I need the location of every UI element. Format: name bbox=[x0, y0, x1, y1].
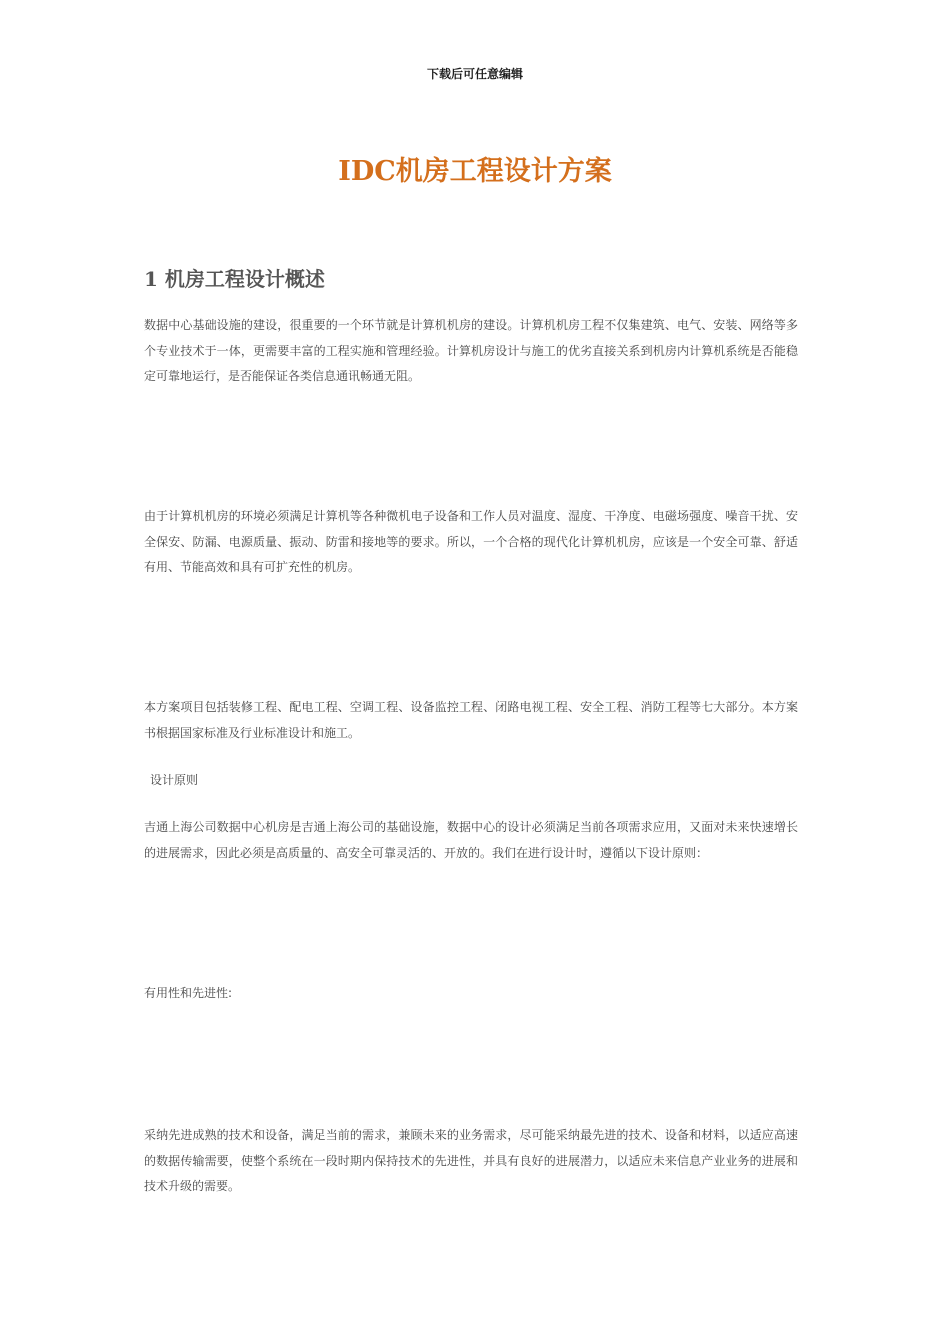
subheading-design-principles: 设计原则 bbox=[150, 773, 199, 787]
section-heading: 1 机房工程设计概述 bbox=[144, 267, 325, 291]
paragraph-environment: 由于计算机机房的环境必须满足计算机等各种微机电子设备和工作人员对温度、湿度、干净度、电磁场强度、噪音干扰、安全保安、防漏、电源质量、振动、防雷和接地等的要求。所以，一个合格的现代化计算机机房，应该是一个安全可靠、舒适有用、节能高效和具有可扩充性的机房。 bbox=[144, 509, 798, 574]
header-note: 下载后可任意编辑 bbox=[426, 67, 523, 81]
paragraph-scope: 本方案项目包括装修工程、配电工程、空调工程、设备监控工程、闭路电视工程、安全工程、消防工程等七大部分。本方案书根据国家标准及行业标准设计和施工。 bbox=[144, 700, 798, 740]
paragraph-overview: 数据中心基础设施的建设，很重要的一个环节就是计算机机房的建设。计算机机房工程不仅集建筑、电气、安装、网络等多个专业技术于一体，更需要丰富的工程实施和管理经验。计算机房设计与施工的优劣直接关系到机房内计算机系统是否能稳定可靠地运行，是否能保证各类信息通讯畅通无阻。 bbox=[144, 318, 798, 383]
document-title: IDC机房工程设计方案 bbox=[338, 156, 612, 187]
principle-label: 有用性和先进性: bbox=[144, 986, 233, 1000]
paragraph-principle-text: 采纳先进成熟的技术和设备，满足当前的需求，兼顾未来的业务需求，尽可能采纳最先进的技术、设备和材料，以适应高速的数据传输需要，使整个系统在一段时期内保持技术的先进性，并具有良好的进展潜力，以适应未来信息产业业务的进展和技术升级的需要。 bbox=[144, 1128, 798, 1193]
paragraph-principle-intro: 吉通上海公司数据中心机房是吉通上海公司的基础设施，数据中心的设计必须满足当前各项需求应用，又面对未来快速增长的进展需求，因此必须是高质量的、高安全可靠灵活的、开放的。我们在进行设计时，遵循以下设计原则： bbox=[144, 820, 798, 860]
